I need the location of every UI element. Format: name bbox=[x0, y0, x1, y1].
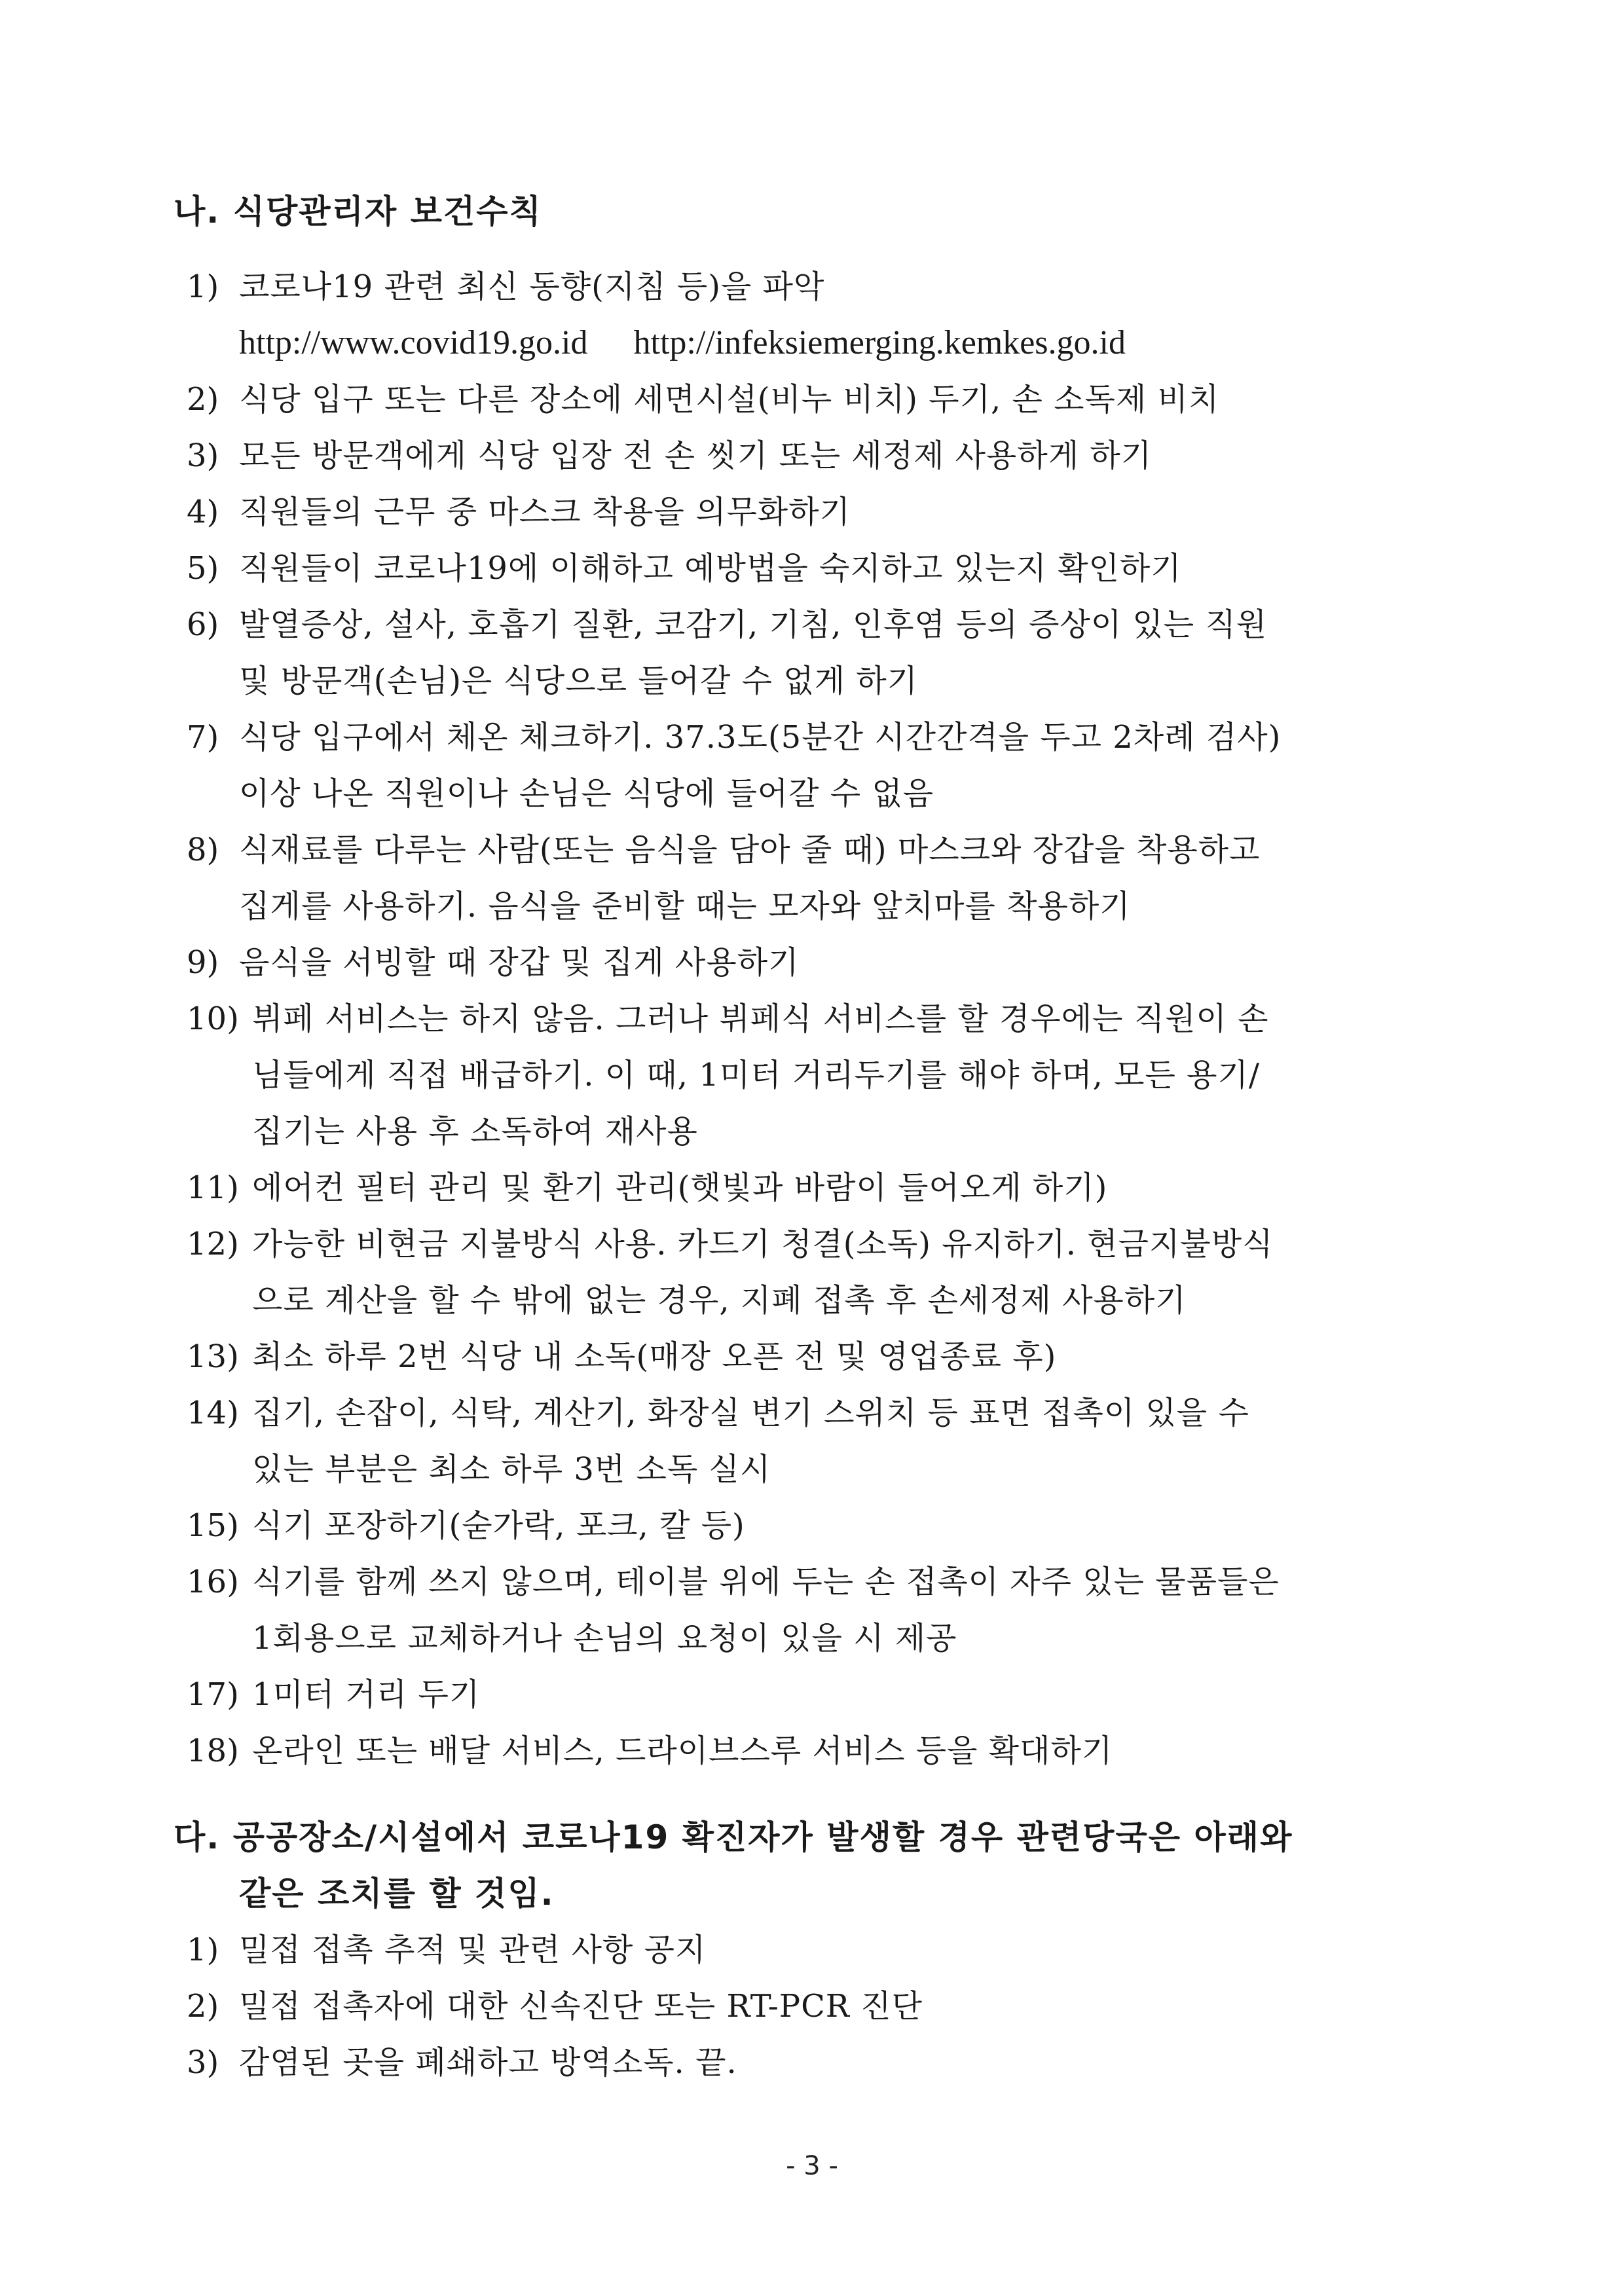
list-item: 3) 모든 방문객에게 식당 입장 전 손 씻기 또는 세정제 사용하게 하기 bbox=[187, 437, 1153, 474]
list-item: 1) 밀접 접촉 추적 및 관련 사항 공지 bbox=[187, 1932, 707, 1968]
list-item: 10) 뷔페 서비스는 하지 않음. 그러나 뷔페식 서비스를 할 경우에는 직원이 손 님들에게 직접 배급하기. 이 때, 1미터 거리두기를 해야 하며, 모든 용기/ 집기는 사용 후 소독하여 재사용 bbox=[187, 1001, 1269, 1150]
list-item: 7) 식당 입구에서 체온 체크하기. 37.3도(5분간 시간간격을 두고 2차례 검사) 이상 나온 직원이나 손님은 식당에 들어갈 수 없음 bbox=[187, 719, 1282, 812]
reference-urls bbox=[239, 315, 1172, 371]
list-item: 12) 가능한 비현금 지불방식 사용. 카드기 청결(소독) 유지하기. 현금지불방식 으로 계산을 할 수 밖에 없는 경우, 지폐 접촉 후 손세정제 사용하기 bbox=[187, 1226, 1274, 1319]
list-item: 11) 에어컨 필터 관리 및 환기 관리(햇빛과 바람이 들어오게 하기) bbox=[187, 1169, 1108, 1206]
list-item: 17) 1미터 거리 두기 bbox=[187, 1676, 481, 1713]
list-item: 14) 집기, 손잡이, 식탁, 계산기, 화장실 변기 스위치 등 표면 접촉이 있을 수 있는 부분은 최소 하루 3번 소독 실시 bbox=[187, 1395, 1249, 1488]
url-covid19: http://www.covid19.go.id bbox=[239, 324, 588, 361]
section-heading-na: 나. 식당관리자 보건수칙 bbox=[174, 193, 542, 230]
list-item: 2) 밀접 접촉자에 대한 신속진단 또는 RT-PCR 진단 bbox=[187, 1988, 923, 2025]
list-item: 9) 음식을 서빙할 때 장갑 및 집게 사용하기 bbox=[187, 944, 800, 981]
list-item: 1) 코로나19 관련 최신 동향(지침 등)을 파악 bbox=[187, 268, 825, 305]
list-item: 15) 식기 포장하기(숟가락, 포크, 칼 등) bbox=[187, 1507, 745, 1544]
list-item: 2) 식당 입구 또는 다른 장소에 세면시설(비누 비치) 두기, 손 소독제 비치 bbox=[187, 381, 1220, 418]
list-item: 18) 온라인 또는 배달 서비스, 드라이브스루 서비스 등을 확대하기 bbox=[187, 1733, 1113, 1769]
list-item: 6) 발열증상, 설사, 호흡기 질환, 코감기, 기침, 인후염 등의 증상이 있는 직원 및 방문객(손님)은 식당으로 들어갈 수 없게 하기 bbox=[187, 606, 1268, 699]
url-kemkes: http://infeksiemerging.kemkes.go.id bbox=[633, 324, 1126, 361]
page-number: - 3 - bbox=[786, 2151, 838, 2181]
list-item: 3) 감염된 곳을 폐쇄하고 방역소독. 끝. bbox=[187, 2044, 737, 2081]
list-item: 16) 식기를 함께 쓰지 않으며, 테이블 위에 두는 손 접촉이 자주 있는 물품들은 1회용으로 교체하거나 손님의 요청이 있을 시 제공 bbox=[187, 1564, 1280, 1657]
list-item: 8) 식재료를 다루는 사람(또는 음식을 담아 줄 때) 마스크와 장갑을 착용하고 집게를 사용하기. 음식을 준비할 때는 모자와 앞치마를 착용하기 bbox=[187, 832, 1261, 925]
list-item: 5) 직원들이 코로나19에 이해하고 예방법을 숙지하고 있는지 확인하기 bbox=[187, 550, 1182, 587]
section-heading-da: 다. 공공장소/시설에서 코로나19 확진자가 발생할 경우 관련당국은 아래와 같은 조치를 할 것임. bbox=[174, 1818, 1293, 1913]
list-item: 4) 직원들의 근무 중 마스크 착용을 의무화하기 bbox=[187, 494, 851, 530]
list-item: 13) 최소 하루 2번 식당 내 소독(매장 오픈 전 및 영업종료 후) bbox=[187, 1338, 1057, 1375]
